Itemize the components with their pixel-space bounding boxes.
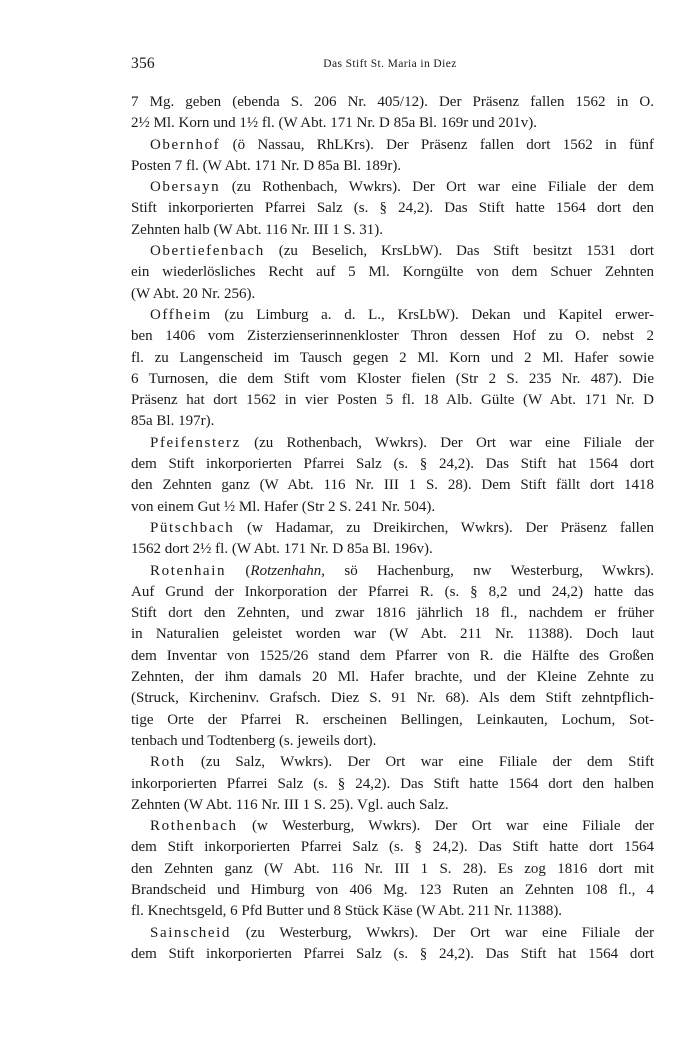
place-name: Obersayn [150,179,221,196]
text-line: 85a Bl. 197r). [131,413,215,430]
text-line: ein wiederlösliches Recht auf 5 Ml. Korngülte von dem Schuer Zehnten [131,264,654,281]
text-line: 7 Mg. geben (ebenda S. 206 Nr. 405/12). Der Präsenz fallen 1562 in O. [131,94,654,110]
paragraph-continuation [131,92,654,135]
text-line: Stift dort den Zehnten, und zwar 1816 jährlich 18 fl., nachdem er früher [131,605,654,622]
entry-rotenhain [131,561,654,753]
place-name: Pütschbach [150,519,235,536]
text-line: Rothenbach (w Westerburg, Wwkrs). Der Ort war eine Filiale der [150,818,654,835]
text-line: den Zehnten ganz (W Abt. 116 Nr. III 1 S. 28). Es zog 1816 dort mit [131,860,654,877]
place-name: Obertiefenbach [150,243,265,260]
text-line: Obertiefenbach (zu Beselich, KrsLbW). Das Stift besitzt 1531 dort [150,243,654,260]
body-text [131,92,654,965]
text-line: Roth (zu Salz, Wwkrs). Der Ort war eine Filiale der dem Stift [150,754,654,771]
entry-obertiefenbach [131,241,654,305]
text-line: Rotenhain (Rotzenhahn, sö Hachenburg, nw Westerburg, Wwkrs). [150,562,654,579]
place-name: Roth [150,754,186,771]
text-line: Brandscheid und Himburg von 406 Mg. 123 Ruten an Zehnten 108 fl., 4 [131,881,654,898]
place-name: Offheim [150,306,212,323]
page-number: 356 [131,55,155,72]
place-name: Pfeifensterz [150,434,241,451]
text-line: 6 Turnosen, die dem Stift vom Kloster fielen (Str 2 S. 235 Nr. 487). Die [131,370,654,387]
text-line: Obernhof (ö Nassau, RhLKrs). Der Präsenz fallen dort 1562 in fünf [150,136,654,153]
text-line: Pütschbach (w Hadamar, zu Dreikirchen, Wwkrs). Der Präsenz fallen [150,519,654,536]
text-line: (Struck, Kircheninv. Grafsch. Diez S. 91 Nr. 68). Als dem Stift zehntpflich- [131,690,654,707]
text-line: in Naturalien geleistet worden war (W Abt. 211 Nr. 11388). Doch laut [131,626,654,643]
entry-pfeifensterz [131,433,654,518]
text-line: dem Inventar von 1525/26 stand dem Pfarrer von R. die Hälfte des Großen [131,647,654,664]
text-line: den Zehnten ganz (W Abt. 116 Nr. III 1 S. 28). Dem Stift fällt dort 1418 [131,477,654,494]
entry-sainscheid [131,923,654,966]
entry-rothenbach [131,816,654,922]
text-line: Sainscheid (zu Westerburg, Wwkrs). Der Ort war eine Filiale der [150,924,654,941]
entry-obernhof [131,135,654,178]
text-line: (W Abt. 20 Nr. 256). [131,285,256,302]
entry-pütschbach [131,518,654,561]
text-line: inkorporierten Pfarrei Salz (s. § 24,2). Das Stift hatte 1564 dort den halben [131,775,654,792]
place-name: Obernhof [150,136,221,153]
text-line: fl. Knechtsgeld, 6 Pfd Butter und 8 Stück Käse (W Abt. 211 Nr. 11388). [131,903,563,920]
text-line: 2½ Ml. Korn und 1½ fl. (W Abt. 171 Nr. D 85a Bl. 169r und 201v). [131,115,537,132]
text-line: von einem Gut ½ Ml. Hafer (Str 2 S. 241 Nr. 504). [131,498,436,515]
place-name: Rothenbach [150,818,238,835]
text-line: 1562 dort 2½ fl. (W Abt. 171 Nr. D 85a Bl. 196v). [131,541,433,558]
text-line: Obersayn (zu Rothenbach, Wwkrs). Der Ort war eine Filiale der dem [150,179,654,196]
text-line: Zehnten halb (W Abt. 116 Nr. III 1 S. 31). [131,221,384,238]
place-name: Sainscheid [150,924,231,941]
historical-name: Rotzenhahn [250,562,322,579]
place-name: Rotenhain [150,562,227,579]
text-line: Zehnten, der ihm damals 20 Ml. Hafer brachte, und der Kleine Zehnte zu [131,669,654,686]
text-line: Offheim (zu Limburg a. d. L., KrsLbW). Dekan und Kapitel erwer- [150,306,654,323]
text-line: Zehnten (W Abt. 116 Nr. III 1 S. 25). Vgl. auch Salz. [131,796,449,813]
text-line: tige Orte der Pfarrei R. erscheinen Bellingen, Leinkauten, Lochum, Sot- [131,711,654,728]
text-line: fl. zu Langenscheid im Tausch gegen 2 Ml. Korn und 2 Ml. Hafer sowie [131,349,654,366]
entry-obersayn [131,177,654,241]
entry-offheim [131,305,654,433]
text-line: ben 1406 vom Zisterzienserinnenkloster Thron dessen Hof zu O. nebst 2 [131,328,654,345]
text-line: dem Stift inkorporierten Pfarrei Salz (s. § 24,2). Das Stift hat 1564 dort [131,945,654,962]
text-line: dem Stift inkorporierten Pfarrei Salz (s. § 24,2). Das Stift hat 1564 dort [131,456,654,473]
text-line: Auf Grund der Inkorporation der Pfarrei R. (s. § 8,2 und 24,2) hatte das [131,583,654,600]
text-line: Posten 7 fl. (W Abt. 171 Nr. D 85a Bl. 189r). [131,157,402,174]
text-line: Präsenz hat dort 1562 in vier Posten 5 fl. 18 Alb. Gülte (W Abt. 171 Nr. D [131,392,654,409]
text-line: dem Stift inkorporierten Pfarrei Salz (s. § 24,2). Das Stift hatte dort 1564 [131,839,654,856]
text-line: Pfeifensterz (zu Rothenbach, Wwkrs). Der Ort war eine Filiale der [150,434,654,451]
text-line: tenbach und Todtenberg (s. jeweils dort). [131,732,377,749]
entry-roth [131,752,654,816]
running-title: Das Stift St. Maria in Diez [323,58,457,70]
text-line: Stift inkorporierten Pfarrei Salz (s. § 24,2). Das Stift hatte 1564 dort den [131,200,654,217]
